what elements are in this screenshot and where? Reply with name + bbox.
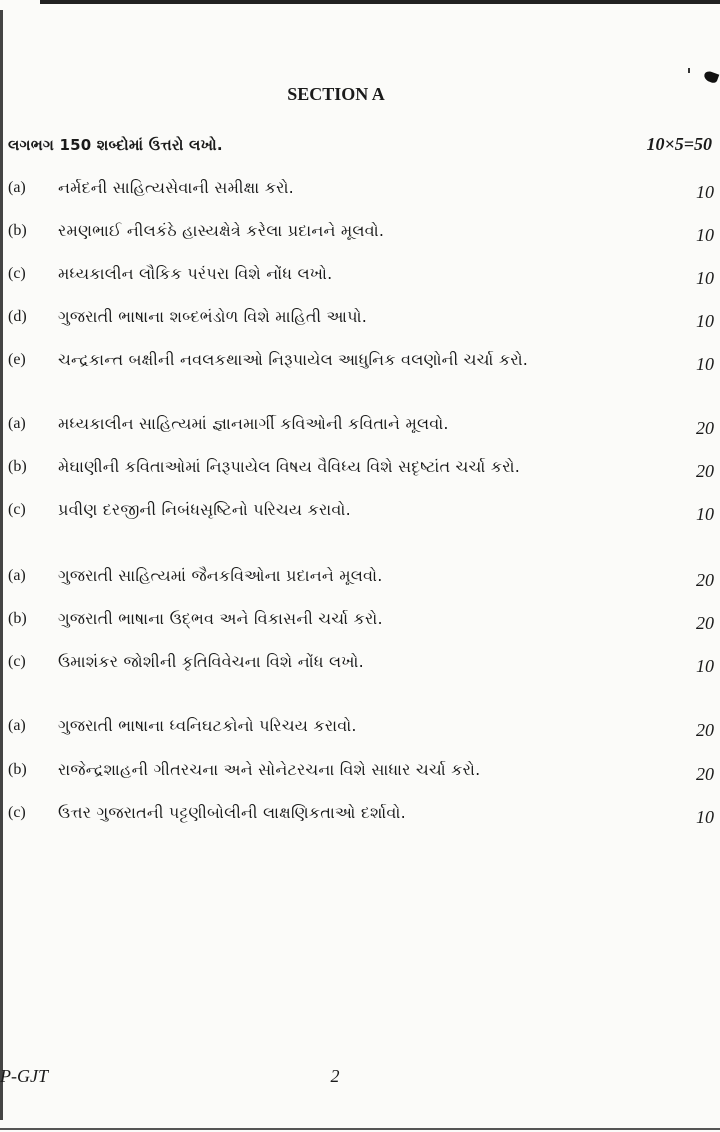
question-label: (b) xyxy=(8,761,27,778)
ink-speck xyxy=(688,68,690,73)
question-marks: 20 xyxy=(696,763,714,784)
question-marks: 20 xyxy=(696,417,714,438)
question-text: રાજેન્દ્રશાહની ગીતરચના અને સોનેટરચના વિશે સાધાર ચર્ચા કરો. xyxy=(58,760,481,779)
question-text: ચન્દ્રકાન્ત બક્ષીની નવલકથાઓ નિરૂપાયેલ આધુનિક વલણોની ચર્ચા કરો. xyxy=(58,350,529,369)
question-marks: 10 xyxy=(696,806,714,827)
instruction-marks: 10×5=50 xyxy=(646,134,712,154)
question-label: (e) xyxy=(8,351,26,368)
question-row xyxy=(8,346,714,374)
question-label: (b) xyxy=(8,458,27,475)
question-marks: 20 xyxy=(696,612,714,633)
top-border-line xyxy=(40,0,720,4)
question-label: (a) xyxy=(8,415,26,432)
question-row xyxy=(8,799,714,827)
question-marks: 20 xyxy=(696,460,714,481)
question-row xyxy=(8,496,714,524)
instruction-row xyxy=(8,134,712,155)
question-row xyxy=(8,648,714,676)
question-text: રમણભાઈ નીલકંઠે હાસ્યક્ષેત્રે કરેલા પ્રદાનને મૂલવો. xyxy=(58,221,385,240)
question-marks: 10 xyxy=(696,267,714,288)
question-text: ઉમાશંકર જોશીની કૃતિવિવેચના વિશે નોંધ લખો. xyxy=(58,652,364,671)
question-marks: 10 xyxy=(696,224,714,245)
question-row xyxy=(8,453,714,481)
question-label: (c) xyxy=(8,653,26,670)
question-label: (d) xyxy=(8,308,27,325)
question-marks: 20 xyxy=(696,569,714,590)
question-text: મધ્યકાલીન લૌકિક પરંપરા વિશે નોંધ લખો. xyxy=(58,264,333,283)
question-text: પ્રવીણ દરજીની નિબંધસૃષ્ટિનો પરિચય કરાવો. xyxy=(58,500,351,519)
question-label: (a) xyxy=(8,717,26,734)
question-text: નર્મદની સાહિત્યસેવાની સમીક્ષા કરો. xyxy=(58,178,294,197)
question-label: (b) xyxy=(8,222,27,239)
bottom-border-line xyxy=(0,1128,720,1130)
section-title: SECTION A xyxy=(287,84,385,104)
question-label: (a) xyxy=(8,567,26,584)
question-row xyxy=(8,712,714,740)
question-marks: 10 xyxy=(696,655,714,676)
question-text: ગુજરાતી સાહિત્યમાં જૈનકવિઓના પ્રદાનને મૂલવો. xyxy=(58,566,383,585)
question-row xyxy=(8,217,714,245)
question-marks: 20 xyxy=(696,719,714,740)
question-row xyxy=(8,174,714,202)
question-row xyxy=(8,410,714,438)
question-marks: 10 xyxy=(696,181,714,202)
question-label: (a) xyxy=(8,179,26,196)
left-border-line xyxy=(0,10,3,1120)
question-marks: 10 xyxy=(696,503,714,524)
question-row xyxy=(8,303,714,331)
question-marks: 10 xyxy=(696,310,714,331)
question-text: મેઘાણીની કવિતાઓમાં નિરૂપાયેલ વિષય વૈવિધ્ય વિશે સદૃષ્ટાંત ચર્ચા કરો. xyxy=(58,457,521,476)
question-text: ગુજરાતી ભાષાના ધ્વનિઘટકોનો પરિચય કરાવો. xyxy=(58,716,357,735)
question-row xyxy=(8,756,714,784)
question-row xyxy=(8,605,714,633)
question-label: (b) xyxy=(8,610,27,627)
ink-mark xyxy=(703,70,720,84)
question-text: ગુજરાતી ભાષાના શબ્દભંડોળ વિશે માહિતી આપો. xyxy=(58,307,367,326)
question-marks: 10 xyxy=(696,353,714,374)
question-label: (c) xyxy=(8,804,26,821)
question-row xyxy=(8,562,714,590)
question-row xyxy=(8,260,714,288)
question-text: ગુજરાતી ભાષાના ઉદ્ભવ અને વિકાસની ચર્ચા કરો. xyxy=(58,609,383,628)
question-label: (c) xyxy=(8,501,26,518)
question-text: મધ્યકાલીન સાહિત્યમાં જ્ઞાનમાર્ગી કવિઓની કવિતાને મૂલવો. xyxy=(58,414,449,433)
page-number: 2 xyxy=(330,1066,340,1086)
paper-code: P-GJT xyxy=(0,1066,48,1086)
question-text: ઉત્તર ગુજરાતની પટ્ટણીબોલીની લાક્ષણિકતાઓ દર્શાવો. xyxy=(58,803,406,822)
question-label: (c) xyxy=(8,265,26,282)
instruction-text: લગભગ 150 શબ્દોમાં ઉત્તરો લખો. xyxy=(8,136,223,154)
